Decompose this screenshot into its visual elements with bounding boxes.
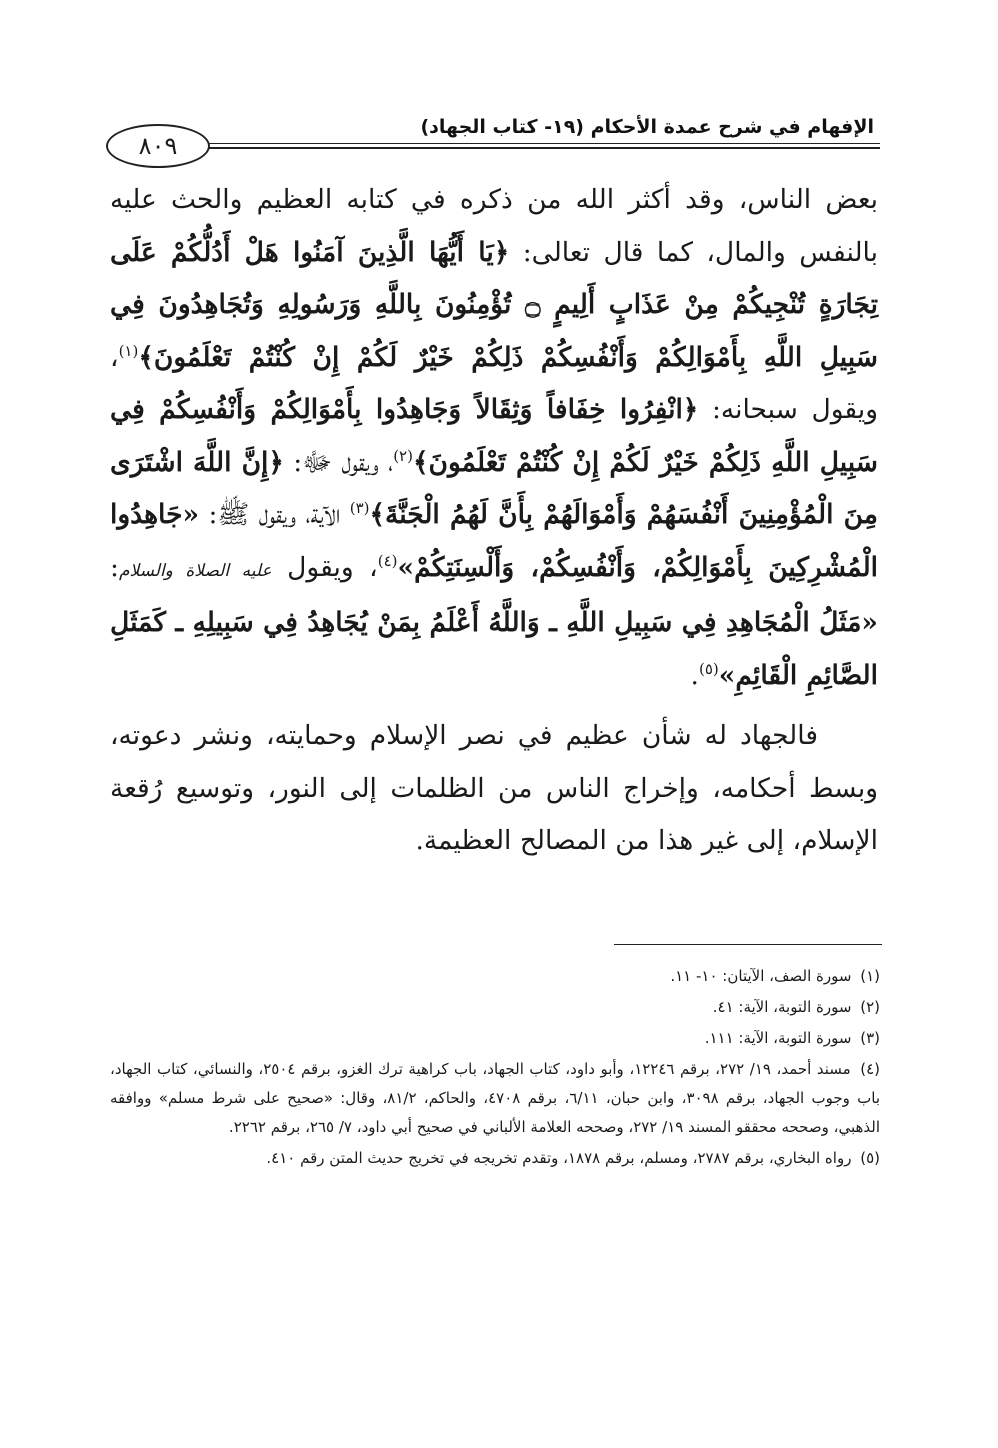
footnote-text: مسند أحمد، ١٩/ ٢٧٢، برقم ١٢٢٤٦، وأبو داود، كتاب الجهاد، باب كراهية ترك الغزو، برقم ٢٥٠٤، والنسائي، كتاب الجهاد، باب وجوب الجهاد، برقم ٣٠٩٨، وابن حبان، ٦/١١، برقم ٤٧٠٨، والحاكم، ٨١/٢، وقال: «صحيح على شرط مسلم» ووافقه الذهبي، وصححه محققو المسند ١٩/ ٢٧٢، وصححه العلامة الألباني في صحيح أبي داود، ٧/ ٢٦٥، برقم ٢٢٦٢.	[110, 1060, 881, 1136]
footnote-number: (٢)	[860, 998, 880, 1016]
footnote-number: (٣)	[860, 1029, 880, 1047]
footnote	[110, 1024, 880, 1053]
honorific: عليه الصلاة والسلام	[118, 560, 272, 581]
page-header	[98, 106, 880, 158]
footnote-number: (١)	[860, 967, 880, 985]
text-segment: ، ويقول	[271, 551, 378, 583]
footnote-text: سورة التوبة، الآية: ١١١.	[704, 1029, 852, 1047]
paragraph-2: فالجهاد له شأن عظيم في نصر الإسلام وحمايته، ونشر دعوته، وبسط أحكامه، وإخراج الناس من الظلمات إلى النور، وتوسيع رُقعة الإسلام، إلى غير هذا من المصالح العظيمة.	[110, 720, 878, 856]
footnote-ref: (٢)	[393, 446, 413, 465]
paragraph-1	[110, 174, 878, 702]
footnote-ref: (٥)	[698, 659, 719, 678]
text-segment: :	[110, 551, 119, 583]
main-text	[110, 174, 878, 868]
page-number-badge	[106, 124, 210, 168]
footnote-number: (٥)	[860, 1149, 880, 1167]
running-title: الإفهام في شرح عمدة الأحكام (١٩- كتاب الجهاد)	[420, 116, 874, 138]
footnote	[110, 993, 880, 1022]
footnote-text: سورة الصف، الآيتان: ١٠- ١١.	[670, 967, 852, 985]
quran-verse: ﴿يَا أَيُّهَا الَّذِينَ آمَنُوا هَلْ أَدُلُّكُمْ عَلَى تِجَارَةٍ تُنْجِيكُمْ مِنْ عَذَابٍ أَلِيمٍ ۝ تُؤْمِنُونَ بِاللَّهِ وَرَسُولِهِ وَتُجَاهِدُونَ فِي سَبِيلِ اللَّهِ بِأَمْوَالِكُمْ وَأَنْفُسِكُمْ ذَلِكُمْ خَيْرٌ لَكُمْ إِنْ كُنْتُمْ تَعْلَمُونَ﴾	[110, 236, 878, 373]
footnote-divider	[614, 944, 882, 945]
footnote-ref: (٤)	[377, 551, 398, 570]
footnote-text: سورة التوبة، الآية: ٤١.	[712, 998, 852, 1016]
text-segment: .	[690, 659, 699, 691]
hadith-quote: «مَثَلُ الْمُجَاهِدِ فِي سَبِيلِ اللَّهِ ـ وَاللَّهُ أَعْلَمُ بِمَنْ يُجَاهِدُ فِي سَبِيلِهِ ـ كَمَثَلِ الصَّائِمِ الْقَائِمِ»	[110, 607, 878, 691]
footnotes	[110, 962, 880, 1175]
footnote-ref: (٣)	[349, 499, 370, 518]
footnote	[110, 1144, 880, 1173]
footnote	[110, 1055, 880, 1142]
text-segment: ، ويقول سبحانه:	[110, 341, 878, 425]
text-segment: الآية، ويقول ﷺ:	[199, 499, 350, 530]
quran-verse: ﴿إِنَّ اللَّهَ اشْتَرَى مِنَ الْمُؤْمِنِينَ أَنْفُسَهُمْ وَأَمْوَالَهُمْ بِأَنَّ لَهُمُ الْجَنَّةَ﴾	[110, 446, 879, 530]
text-segment: بعض الناس، وقد أكثر الله من ذكره في كتابه العظيم والحث عليه بالنفس والمال، كما قال تعالى:	[110, 184, 878, 268]
header-rule-thick	[190, 147, 880, 149]
footnote-text: رواه البخاري، برقم ٢٧٨٧، ومسلم، برقم ١٨٧٨، وتقدم تخريجه في تخريج حديث المتن رقم ٤١٠.	[266, 1149, 852, 1167]
header-rule-thin	[190, 143, 880, 144]
hadith-quote: «جَاهِدُوا الْمُشْرِكِينَ بِأَمْوَالِكُمْ، وَأَنْفُسِكُمْ، وَأَلْسِنَتِكُمْ»	[110, 499, 878, 583]
quran-verse: ﴿انْفِرُوا خِفَافاً وَثِقَالاً وَجَاهِدُوا بِأَمْوَالِكُمْ وَأَنْفُسِكُمْ فِي سَبِيلِ اللَّهِ ذَلِكُمْ خَيْرٌ لَكُمْ إِنْ كُنْتُمْ تَعْلَمُونَ﴾	[110, 394, 879, 478]
page-number: ٨٠٩	[138, 132, 178, 160]
footnote-ref: (١)	[118, 341, 139, 360]
footnote-number: (٤)	[860, 1060, 880, 1078]
footnote	[110, 962, 880, 991]
text-segment: ، ويقول ﷻ:	[283, 446, 394, 478]
